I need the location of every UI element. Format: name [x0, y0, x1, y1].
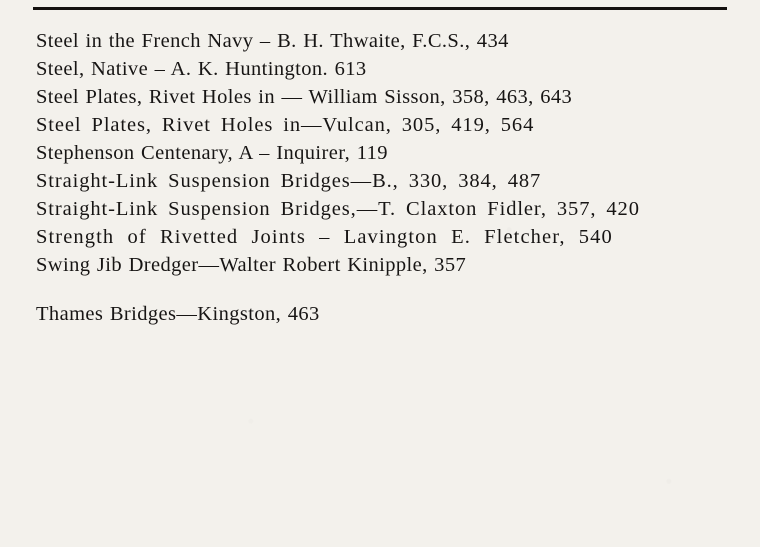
index-entry: Swing Jib Dredger—Walter Robert Kinipple, 357	[36, 254, 467, 276]
index-entry: Stephenson Centenary, A – Inquirer, 119	[36, 142, 388, 164]
index-entry: Straight-Link Suspension Bridges,—T. Claxton Fidler, 357, 420	[36, 198, 640, 220]
index-entry: Thames Bridges—Kingston, 463	[36, 303, 320, 325]
index-entry: Steel in the French Navy – B. H. Thwaite, F.C.S., 434	[36, 30, 509, 52]
index-entry: Steel, Native – A. K. Huntington. 613	[36, 58, 367, 80]
index-entry: Straight-Link Suspension Bridges—B., 330, 384, 487	[36, 170, 542, 192]
index-entry: Strength of Rivetted Joints – Lavington E. Fletcher, 540	[36, 226, 613, 248]
index-entry: Steel Plates, Rivet Holes in—Vulcan, 305, 419, 564	[36, 114, 535, 136]
index-entry-list	[0, 28, 760, 329]
index-entry: Steel Plates, Rivet Holes in — William Sisson, 358, 463, 643	[36, 86, 573, 108]
horizontal-rule	[33, 7, 727, 10]
